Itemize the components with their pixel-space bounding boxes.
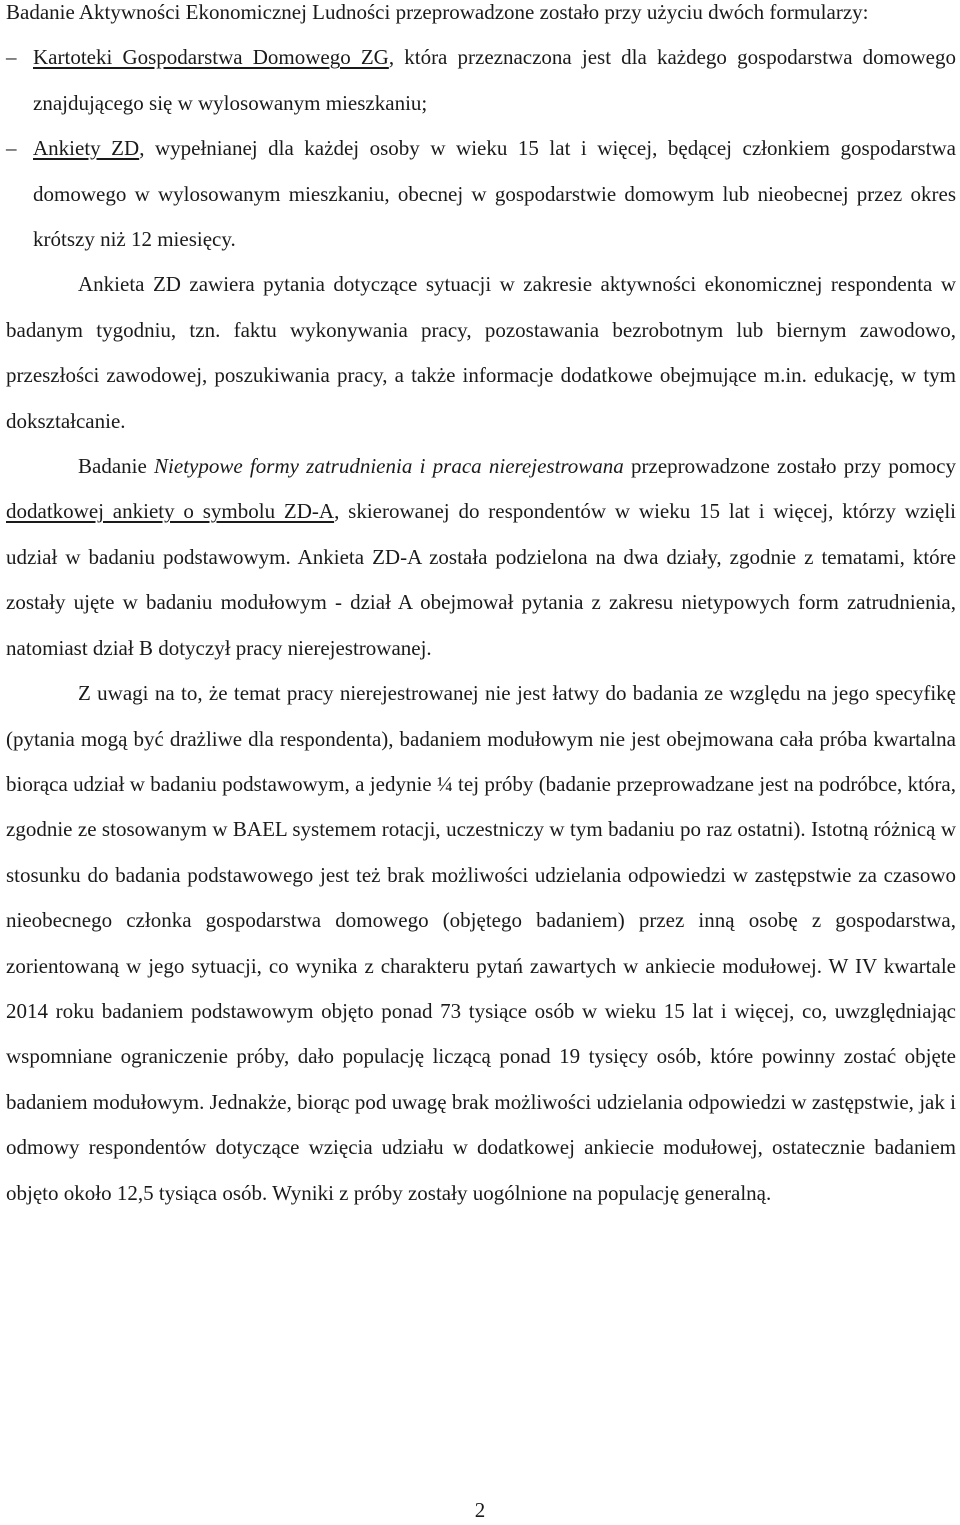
paragraph-zd-a-part2: przeprowadzone zostało przy pomocy (623, 454, 956, 479)
list-text-zg: , która przeznaczona jest dla każdego gospodarstwa domowego znajdującego się w wylosowanym mieszkaniu; (33, 45, 957, 115)
list-term-zd: Ankiety ZD (33, 136, 140, 161)
survey-symbol-reference: dodatkowej ankiety o symbolu ZD-A (6, 499, 335, 524)
list-text-zd: , wypełnianej dla każdej osoby w wieku 15 lat i więcej, będącej członkiem gospodarstwa domowego w wylosowanym mieszkaniu, obecnej w gospodarstwie domowym lub nieobecnej przez okres krótszy niż 12 miesięcy. (33, 136, 956, 252)
list-dash-marker: – (6, 45, 17, 70)
list-item-zd (6, 126, 956, 262)
list-item-zg (6, 35, 956, 126)
paragraph-zd-a-part1: Badanie (78, 454, 155, 479)
list-dash-marker: – (6, 136, 17, 161)
page-number: 2 (474, 1498, 486, 1522)
paragraph-sample: Z uwagi na to, że temat pracy nierejestrowanej nie jest łatwy do badania ze względu na jego specyfikę (pytania mogą być drażliwe dla respondenta), badaniem modułowym nie jest obejmowana cała próba kwartalna biorąca udział w badaniu podstawowym, a jedynie ¼ tej próby (badanie przeprowadzane jest na podróbce, która, zgodnie ze stosowanym w BAEL systemem rotacji, uczestniczy w tym badaniu po raz ostatni). Istotną różnicą w stosunku do badania podstawowego jest też brak możliwości udzielania odpowiedzi w zastępstwie za czasowo nieobecnego członka gospodarstwa domowego (objętego badaniem) przez inną osobę z gospodarstwa, zorientowaną w jego sytuacji, co wynika z charakteru pytań zawartych w ankiecie modułowej. W IV kwartale 2014 roku badaniem podstawowym objęto ponad 73 tysiące osób w wieku 15 lat i więcej, co, uwzględniając wspomniane ograniczenie próby, dało populację liczącą ponad 19 tysięcy osób, które powinny zostać objęte badaniem modułowym. Jednakże, biorąc pod uwagę brak możliwości udzielania odpowiedzi w zastępstwie, jak i odmowy respondentów dotyczące wzięcia udziału w dodatkowej ankiecie modułowej, ostatecznie badaniem objęto około 12,5 tysiąca osób. Wyniki z próby zostały uogólnione na populację generalną. (6, 681, 956, 1205)
paragraph-zd-a (6, 444, 956, 671)
paragraph-zd: Ankieta ZD zawiera pytania dotyczące sytuacji w zakresie aktywności ekonomicznej respondenta w badanym tygodniu, tzn. faktu wykonywania pracy, pozostawania bezrobotnym lub biernym zawodowo, przeszłości zawodowej, poszukiwania pracy, a także informacje dodatkowe obejmujące m.in. edukację, w tym dokształcanie. (6, 272, 956, 433)
document-page (6, 0, 956, 1216)
intro-paragraph: Badanie Aktywności Ekonomicznej Ludności przeprowadzone zostało przy użyciu dwóch formularzy: (6, 0, 869, 24)
list-term-zg: Kartoteki Gospodarstwa Domowego ZG (33, 45, 389, 70)
survey-title: Nietypowe formy zatrudnienia i praca nierejestrowana (154, 454, 624, 479)
paragraph-zd-a-part3: , skierowanej do respondentów w wieku 15 lat i więcej, którzy wzięli udział w badaniu podstawowym. Ankieta ZD-A została podzielona na dwa działy, zgodnie z tematami, które zostały ujęte w badaniu modułowym - dział A obejmował pytania z zakresu nietypowych form zatrudnienia, natomiast dział B dotyczył pracy nierejestrowanej. (6, 499, 957, 660)
